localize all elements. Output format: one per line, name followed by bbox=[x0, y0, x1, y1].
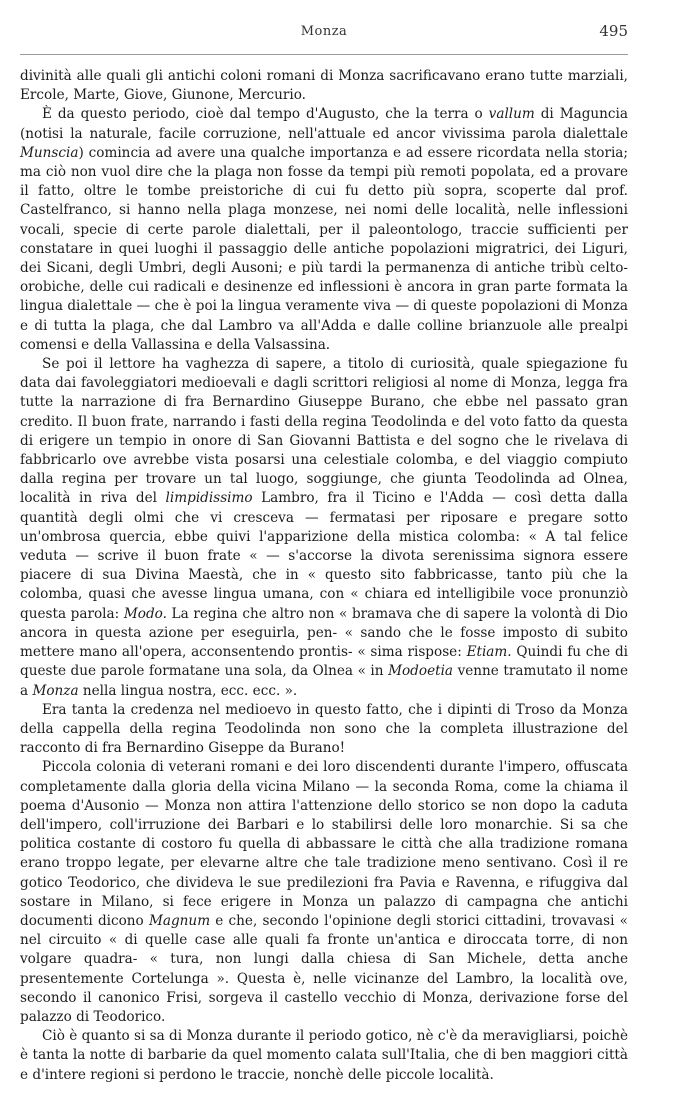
header-rule bbox=[20, 54, 628, 55]
text-run: ) comincia ad avere una qualche importanza e ad essere ricordata nella storia; ma ciò non vuol dire che la plaga non fosse da tempi più remoti popolata, ed a provare il fatto, oltre le tombe preistoriche di cui fu detto più sopra, scoperte dal prof. Castelfranco, si hanno nella plaga monzese, nei nomi delle località, nelle inflessioni vocali, specie di certe parole dialettali, per il paleontologo, traccie sufficienti per constatare in quei luoghi il passaggio delle antiche popolazioni migratrici, dei Liguri, dei Sicani, degli Umbri, degli Ausoni; e più tardi la permanenza di antiche tribù celto-orobiche, delle cui radicali e desinenze ed inflessioni è ancora in gran parte formata la lingua dialettale — che è poi la lingua veramente viva — di queste popolazioni di Monza e di tutta la plaga, che dal Lambro va all'Adda e dalle colline brianzuole alle prealpi comensi e della Vallassina e della Valsassina. bbox=[20, 144, 628, 353]
body-text bbox=[20, 67, 628, 1085]
italic-term: Magnum bbox=[148, 912, 211, 929]
text-run: e che, secondo l'opinione degli storici cittadini, trovavasi « nel circuito « di quelle case alle quali fa fronte un'antica e diroccata torre, di non volgare quadra- « tura, non lungi dalla chiesa di San Michele, detta anche presentemente Cortelunga ». Questa è, nelle vicinanze del Lambro, la località ove, secondo il canonico Frisi, sorgeva il castello vecchio di Monza, derivazione forse del palazzo di Teodorico. bbox=[20, 912, 628, 1025]
text-run: La regina che altro non « bramava che di sapere la volontà di Dio ancora in questa azione per eseguirla, pen- « sando che le fosse imposto di subito mettere mano all'opera, acconsentendo prontis- « sima rispose: bbox=[20, 605, 628, 661]
text-run: nella lingua nostra, ecc. ecc. ». bbox=[78, 682, 298, 699]
paragraph bbox=[20, 1027, 628, 1085]
text-run: Piccola colonia di veterani romani e dei loro discendenti durante l'impero, offuscata completamente dalla gloria della vicina Milano — la seconda Roma, come la chiama il poema d'Ausonio — Monza non attira l'attenzione dello storico se non dopo la caduta dell'impero, coll'irruzione dei Barbari e lo stabilirsi delle loro monarchie. Si sa che politica costante di costoro fu quella di abbassare le città che alla tradizione romana erano troppo legate, per elevarne altre che tale tradizione meno sentivano. Così il re gotico Teodorico, che divideva le sue predilezioni fra Pavia e Ravenna, e rifuggiva dal sostare in Milano, si fece erigere in Monza un palazzo di campagna che antichi documenti dicono bbox=[20, 759, 628, 929]
running-title: Monza bbox=[300, 24, 348, 39]
italic-term: Modo. bbox=[123, 605, 167, 622]
text-run: È da questo periodo, cioè dal tempo d'Augusto, che la terra o bbox=[42, 106, 489, 123]
text-run: Ciò è quanto si sa di Monza durante il periodo gotico, nè c'è da meravigliarsi, poichè è tanta la notte di barbarie da quel momento calata sull'Italia, che di ben maggiori città e d'intere regioni si perdono le traccie, nonchè delle piccole località. bbox=[20, 1028, 628, 1083]
italic-term: Munscia bbox=[20, 144, 79, 161]
text-run: di Maguncia (notisi la naturale, facile corruzione, nell'attuale ed ancor vivissima parola dialettale bbox=[20, 106, 629, 142]
paragraph bbox=[20, 67, 628, 105]
text-run: Era tanta la credenza nel medioevo in questo fatto, che i dipinti di Troso da Monza della cappella della regina Teodolinda non sono che la completa illustrazione del racconto di fra Bernardino Giseppe da Burano! bbox=[20, 701, 628, 757]
italic-term: Etiam. bbox=[466, 644, 512, 661]
page-number: 495 bbox=[599, 22, 628, 40]
paragraph bbox=[20, 105, 628, 355]
italic-term: vallum bbox=[488, 106, 535, 123]
text-run: divinità alle quali gli antichi coloni romani di Monza sacrificavano erano tutte marziali, Ercole, Marte, Giove, Giunone, Mercurio. bbox=[20, 68, 628, 104]
paragraph bbox=[20, 701, 628, 759]
text-run: venne tramutato il nome a bbox=[20, 663, 628, 699]
paragraph bbox=[20, 758, 628, 1027]
italic-term: Modoetia bbox=[388, 663, 454, 680]
page-header bbox=[20, 18, 628, 44]
paragraph bbox=[20, 355, 628, 701]
text-run: Quindi fu che di queste due parole formatane una sola, da Olnea « in bbox=[20, 644, 628, 680]
italic-term: Monza bbox=[32, 682, 79, 699]
text-run: Se poi il lettore ha vaghezza di sapere, a titolo di curiosità, quale spiegazione fu data dai favoleggiatori medioevali e dagli scrittori religiosi al nome di Monza, legga fra tutte la narrazione di fra Bernardino Giuseppe Burano, che ebbe nel passato gran credito. Il buon frate, narrando i fasti della regina Teodolinda e del voto fatto da questa di erigere un tempio in onore di San Giovanni Battista e del sogno che le rivelava di fabbricarlo ove avrebbe vista posarsi una celestiale colomba, e del viaggio compiuto dalla regina per trovare un tal luogo, soggiunge, che giunta Teodolinda ad Olnea, località in riva del bbox=[20, 356, 628, 507]
text-run: Lambro, fra il Ticino e l'Adda — così detta dalla quantità degli olmi che vi cresceva — fermatasi per riposare e pregare sotto un'ombrosa quercia, ebbe quivi l'apparizione della mistica colomba: « A tal felice veduta — scrive il buon frate « — s'accorse la divota serenissima signora essere piacere di sua Divina Maestà, che in « questo sito fabbricasse, tanto più che la colomba, quasi che avesse lingua umana, con « chiara ed intelligibile voce pronunziò questa parola: bbox=[20, 490, 628, 622]
italic-term: limpidissimo bbox=[165, 490, 253, 507]
